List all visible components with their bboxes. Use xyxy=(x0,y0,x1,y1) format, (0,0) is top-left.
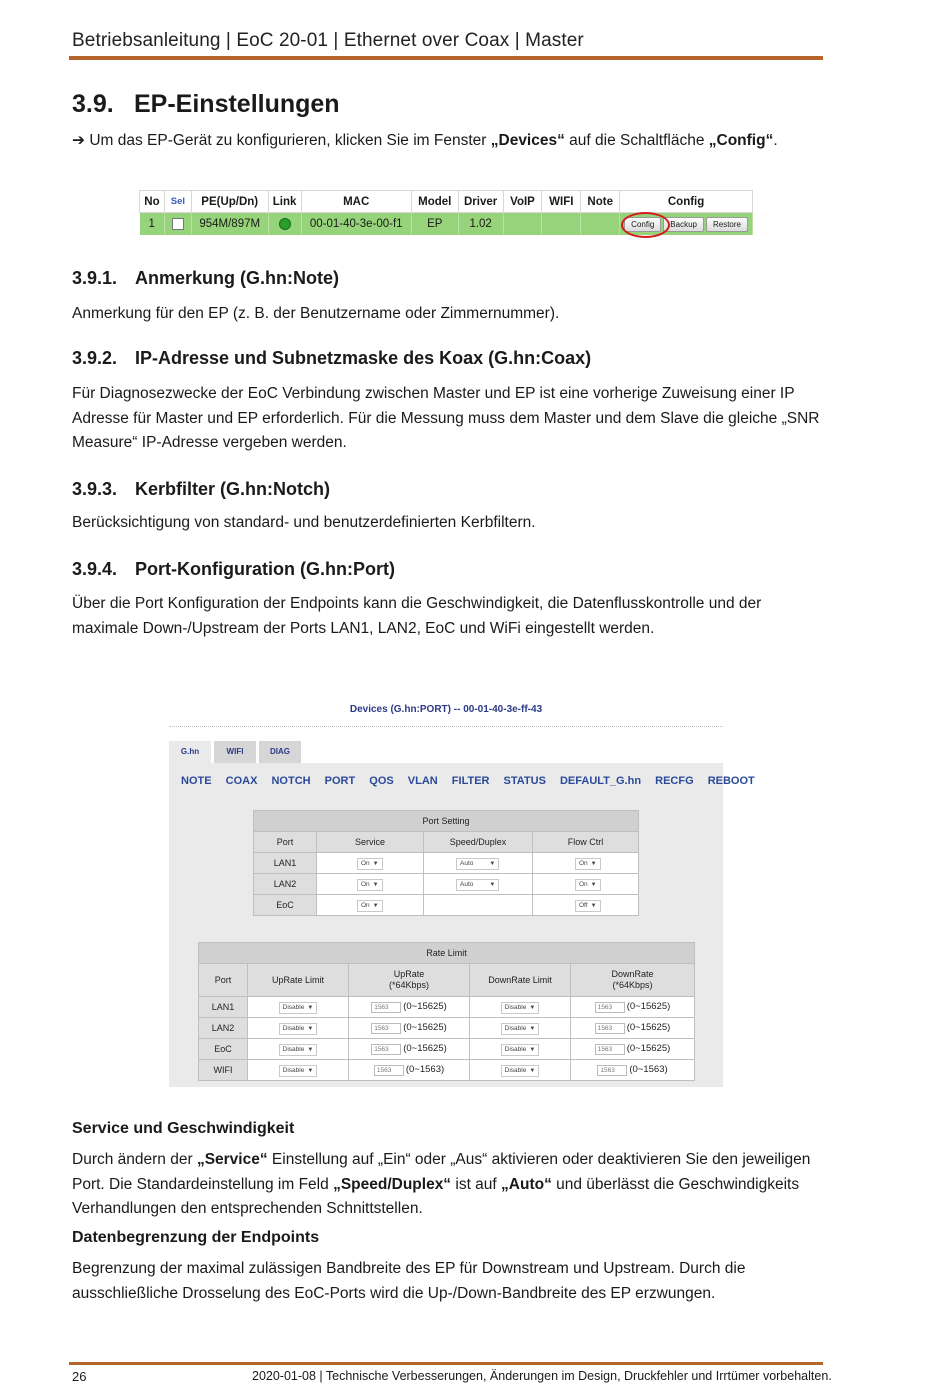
chevron-down-icon: ▼ xyxy=(590,881,597,888)
nav-note[interactable]: NOTE xyxy=(181,775,212,787)
page-number: 26 xyxy=(72,1369,87,1384)
limit-heading: Datenbegrenzung der Endpoints xyxy=(72,1229,320,1246)
nav-qos[interactable]: QOS xyxy=(369,775,394,787)
title-divider xyxy=(169,726,723,727)
chevron-down-icon: ▼ xyxy=(489,881,496,888)
downrate-limit-select[interactable]: Disable ▼ xyxy=(501,1044,540,1056)
subsection-text: Über die Port Konfiguration der Endpoints kann die Geschwindigkeit, die Datenflusskontrolle und der maximale Down-/Upstream der Ports LAN1, LAN2, EoC und WiFi eingestellt werden. xyxy=(72,595,762,637)
nav-notch[interactable]: NOTCH xyxy=(271,775,311,787)
nav-status[interactable]: STATUS xyxy=(503,775,546,787)
nav-default-ghn[interactable]: DEFAULT_G.hn xyxy=(559,775,642,787)
rate-limit-table: Rate Limit Port UpRate Limit UpRate (*64Kbps) DownRate Limit DownRate (*64Kbps) LAN1 Disable ▼ 1563 (0~15625) Disable ▼ 1563 (0~15625) LAN2 Disable ▼ 1563 (0~15625) Disable ▼ 1563 (0~15625) EoC Disable ▼ 1563 (0~15625) Disable ▼ 1563 (0~15625) WIFI Disable ▼ 1563 (0~1563) Disable ▼ 1563 (0~1563) xyxy=(198,942,695,1081)
config-button[interactable]: Config xyxy=(624,217,661,232)
port-setting-table: Port Setting Port Service Speed/Duplex Flow Ctrl LAN1 On ▼ Auto ▼ On ▼ LAN2 On ▼ Auto ▼ On ▼ EoC On ▼ Off ▼ xyxy=(253,810,639,916)
downrate-input[interactable]: 1563 xyxy=(597,1065,627,1076)
chevron-down-icon: ▼ xyxy=(307,1067,314,1074)
uprate-limit-select[interactable]: Disable ▼ xyxy=(279,1065,318,1077)
chevron-down-icon: ▼ xyxy=(307,1025,314,1032)
uprate-limit-select[interactable]: Disable ▼ xyxy=(279,1002,318,1014)
ghn-subnav xyxy=(181,775,755,787)
chevron-down-icon: ▼ xyxy=(529,1004,536,1011)
backup-button[interactable]: Backup xyxy=(663,217,704,232)
port-screen-title: Devices (G.hn:PORT) -- 00-01-40-3e-ff-43 xyxy=(349,704,543,715)
uprate-input[interactable]: 1563 xyxy=(371,1002,401,1013)
nav-reboot[interactable]: REBOOT xyxy=(707,775,755,787)
link-status-icon xyxy=(279,218,291,230)
section-number: 3.9. xyxy=(72,90,114,118)
uprate-limit-select[interactable]: Disable ▼ xyxy=(279,1023,318,1035)
chevron-down-icon: ▼ xyxy=(372,881,379,888)
downrate-input[interactable]: 1563 xyxy=(595,1023,625,1034)
uprate-input[interactable]: 1563 xyxy=(371,1023,401,1034)
chevron-down-icon: ▼ xyxy=(590,902,597,909)
chevron-down-icon: ▼ xyxy=(372,902,379,909)
tab-diag[interactable]: DIAG xyxy=(259,741,301,763)
rate-limit-caption: Rate Limit xyxy=(199,943,695,964)
uprate-limit-select[interactable]: Disable ▼ xyxy=(279,1044,318,1056)
table-row: 1 954M/897M 00-01-40-3e-00-f1 EP 1.02 Config Backup Restore xyxy=(140,213,753,236)
subsection-heading: 3.9.1. Anmerkung (G.hn:Note) xyxy=(72,268,339,288)
uprate-input[interactable]: 1563 xyxy=(374,1065,404,1076)
subsection-text: Anmerkung für den EP (z. B. der Benutzername oder Zimmernummer). xyxy=(72,305,560,322)
speed-select[interactable]: Auto ▼ xyxy=(456,879,499,891)
subsection-heading: 3.9.3. Kerbfilter (G.hn:Notch) xyxy=(72,479,330,499)
flow-ctrl-select[interactable]: Off ▼ xyxy=(575,900,601,912)
chevron-down-icon: ▼ xyxy=(590,860,597,867)
subsection-heading: 3.9.4. Port-Konfiguration (G.hn:Port) xyxy=(72,559,395,579)
subsection-text: Für Diagnosezwecke der EoC Verbindung zwischen Master und EP ist eine vorherige Zuweisung einer IP Adresse für Master und EP erforderlich. Für die Messung muss dem Master und dem Slave die gleiche „SNR Measure“ IP-Adresse vergeben werden. xyxy=(72,385,820,451)
chevron-down-icon: ▼ xyxy=(529,1067,536,1074)
service-select[interactable]: On ▼ xyxy=(357,900,383,912)
table-row: LAN2 On ▼ Auto ▼ On ▼ xyxy=(254,874,639,895)
service-heading: Service und Geschwindigkeit xyxy=(72,1120,295,1137)
downrate-limit-select[interactable]: Disable ▼ xyxy=(501,1065,540,1077)
nav-coax[interactable]: COAX xyxy=(225,775,258,787)
chevron-down-icon: ▼ xyxy=(307,1046,314,1053)
uprate-input[interactable]: 1563 xyxy=(371,1044,401,1055)
table-row: WIFI Disable ▼ 1563 (0~1563) Disable ▼ 1563 (0~1563) xyxy=(199,1060,695,1081)
downrate-input[interactable]: 1563 xyxy=(595,1044,625,1055)
tab-ghn[interactable]: G.hn xyxy=(169,741,211,763)
service-select[interactable]: On ▼ xyxy=(357,879,383,891)
nav-recfg[interactable]: RECFG xyxy=(655,775,694,787)
arrow-icon: ➔ xyxy=(72,132,85,149)
chevron-down-icon: ▼ xyxy=(372,860,379,867)
document-header-title: Betriebsanleitung | EoC 20-01 | Ethernet over Coax | Master xyxy=(72,30,584,51)
flow-ctrl-select[interactable]: On ▼ xyxy=(575,858,601,870)
speed-select[interactable]: Auto ▼ xyxy=(456,858,499,870)
table-row: EoC On ▼ Off ▼ xyxy=(254,895,639,916)
restore-button[interactable]: Restore xyxy=(706,217,748,232)
flow-ctrl-select[interactable]: On ▼ xyxy=(575,879,601,891)
table-row: LAN1 Disable ▼ 1563 (0~15625) Disable ▼ 1563 (0~15625) xyxy=(199,997,695,1018)
service-select[interactable]: On ▼ xyxy=(357,858,383,870)
nav-port[interactable]: PORT xyxy=(324,775,356,787)
table-row: LAN2 Disable ▼ 1563 (0~15625) Disable ▼ 1563 (0~15625) xyxy=(199,1018,695,1039)
devices-table-header: No Sel PE(Up/Dn) Link MAC Model Driver VoIP WIFI Note Config xyxy=(140,191,753,213)
config-highlight-circle xyxy=(621,212,670,238)
footer-rule xyxy=(69,1362,823,1365)
section-heading xyxy=(72,90,340,119)
subsection-text: Berücksichtigung von standard- und benutzerdefinierten Kerbfiltern. xyxy=(72,514,536,531)
port-setting-caption: Port Setting xyxy=(254,811,639,832)
intro-instruction: ➔ Um das EP-Gerät zu konfigurieren, klicken Sie im Fenster „Devices“ auf die Schaltfläche „Config“. xyxy=(72,132,778,149)
chevron-down-icon: ▼ xyxy=(489,860,496,867)
downrate-input[interactable]: 1563 xyxy=(595,1002,625,1013)
subsection-heading: 3.9.2. IP-Adresse und Subnetzmaske des Koax (G.hn:Coax) xyxy=(72,348,592,368)
footer-text: 2020-01-08 | Technische Verbesserungen, Änderungen im Design, Druckfehler und Irrtümer vorbehalten. xyxy=(252,1369,832,1383)
chevron-down-icon: ▼ xyxy=(529,1025,536,1032)
service-text: Durch ändern der „Service“ Einstellung auf „Ein“ oder „Aus“ aktivieren oder deaktivieren Sie den jeweiligen Port. Die Standardeinstellung im Feld „Speed/Duplex“ ist auf „Auto“ und überlässt die Geschwindigkeits Verhandlungen den entsprechenden Schnittstellen. xyxy=(72,1151,811,1217)
table-row: EoC Disable ▼ 1563 (0~15625) Disable ▼ 1563 (0~15625) xyxy=(199,1039,695,1060)
chevron-down-icon: ▼ xyxy=(307,1004,314,1011)
chevron-down-icon: ▼ xyxy=(529,1046,536,1053)
section-title: EP-Einstellungen xyxy=(134,90,340,118)
nav-filter[interactable]: FILTER xyxy=(451,775,490,787)
select-checkbox[interactable] xyxy=(172,218,184,230)
nav-vlan[interactable]: VLAN xyxy=(407,775,438,787)
tab-wifi[interactable]: WIFI xyxy=(214,741,256,763)
limit-text: Begrenzung der maximal zulässigen Bandbreite des EP für Downstream und Upstream. Durch die ausschließliche Drosselung des EoC-Ports wird die Up-/Down-Bandbreite des EP erzwungen. xyxy=(72,1260,746,1302)
table-row: LAN1 On ▼ Auto ▼ On ▼ xyxy=(254,853,639,874)
downrate-limit-select[interactable]: Disable ▼ xyxy=(501,1002,540,1014)
downrate-limit-select[interactable]: Disable ▼ xyxy=(501,1023,540,1035)
header-rule xyxy=(69,56,823,60)
